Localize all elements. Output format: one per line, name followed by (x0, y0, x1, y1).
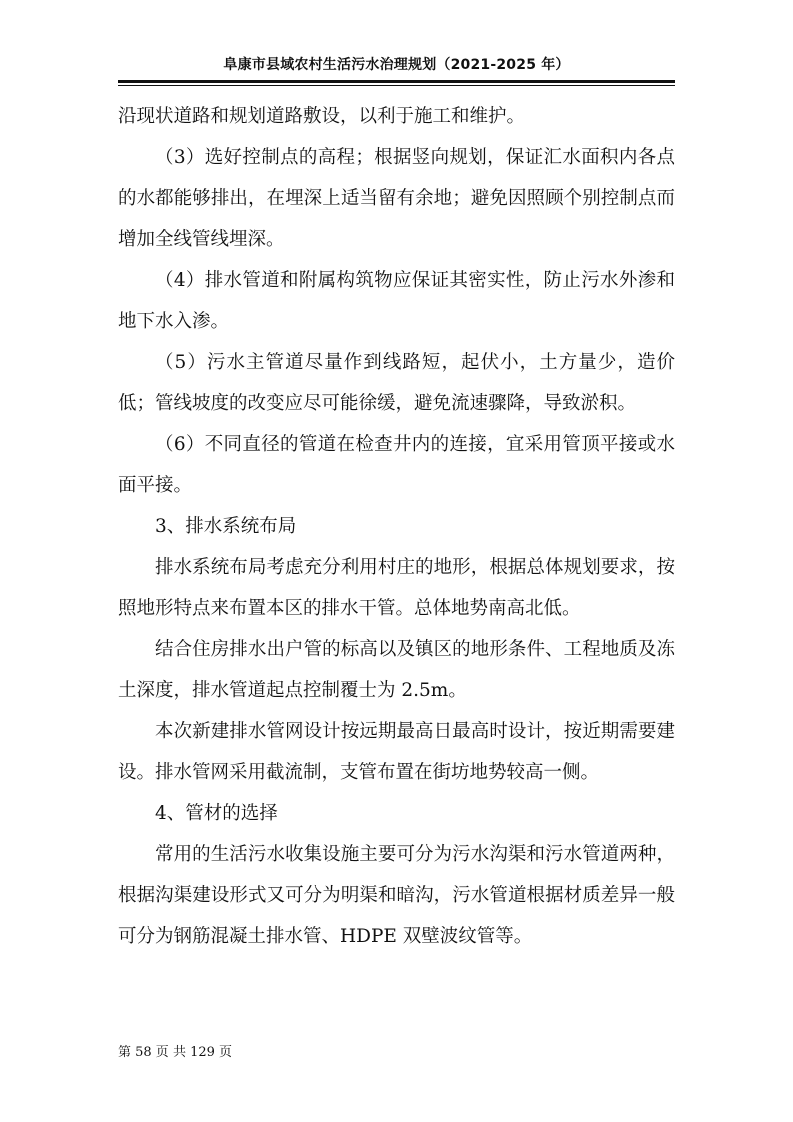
header-rule-thin (118, 85, 675, 86)
page-header-title: 阜康市县域农村生活污水治理规划（2021-2025 年） (223, 57, 570, 73)
section-heading-drainage-layout: 3、排水系统布局 (155, 516, 297, 537)
header-rule-thick (118, 80, 675, 83)
page-number-footer: 第 58 页 共 129 页 (118, 1045, 233, 1060)
paragraph-3: （4）排水管道和附属构筑物应保证其密实性，防止污水外渗和地下水入渗。 (118, 270, 675, 332)
paragraph-7: 排水系统布局考虑充分利用村庄的地形，根据总体规划要求，按照地形特点来布置本区的排水干管。总体地势南高北低。 (118, 557, 675, 619)
paragraph-5: （6）不同直径的管道在检查井内的连接，宜采用管顶平接或水面平接。 (118, 434, 675, 496)
paragraph-2: （3）选好控制点的高程；根据竖向规划，保证汇水面积内各点的水都能够排出，在埋深上适当留有余地；避免因照顾个别控制点而增加全线管线埋深。 (118, 147, 675, 250)
paragraph-8: 结合住房排水出户管的标高以及镇区的地形条件、工程地质及冻土深度，排水管道起点控制覆士为 2.5m。 (118, 639, 675, 701)
paragraph-4: （5）污水主管道尽量作到线路短，起伏小，土方量少，造价低；管线坡度的改变应尽可能徐缓，避免流速骤降，导致淤积。 (118, 352, 675, 414)
section-heading-pipe-material: 4、管材的选择 (155, 803, 278, 824)
paragraph-9: 本次新建排水管网设计按远期最高日最高时设计，按近期需要建设。排水管网采用截流制，支管布置在街坊地势较高一侧。 (118, 721, 675, 783)
paragraph-11: 常用的生活污水收集设施主要可分为污水沟渠和污水管道两种，根据沟渠建设形式又可分为明渠和暗沟，污水管道根据材质差异一般可分为钢筋混凝土排水管、HDPE 双壁波纹管等。 (118, 844, 675, 947)
document-body (118, 96, 675, 957)
paragraph-1: 沿现状道路和规划道路敷设，以利于施工和维护。 (118, 106, 526, 127)
